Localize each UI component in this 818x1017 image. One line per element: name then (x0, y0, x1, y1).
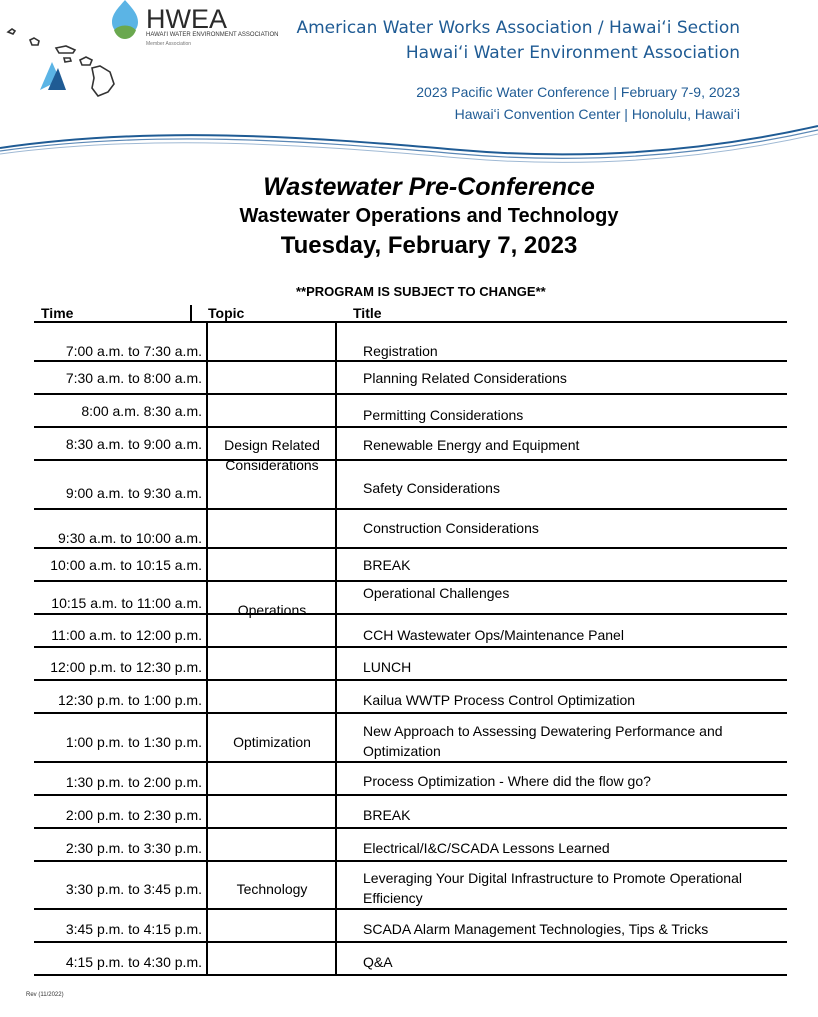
time-cell: 12:30 p.m. to 1:00 p.m. (58, 692, 202, 708)
org-line-2: Hawaiʻi Water Environment Association (405, 43, 740, 63)
title-cell: Q&A (363, 954, 393, 970)
time-cell: 9:30 a.m. to 10:00 a.m. (58, 530, 202, 546)
time-cell: 12:00 p.m. to 12:30 p.m. (50, 659, 202, 675)
time-cell: 7:30 a.m. to 8:00 a.m. (65, 370, 202, 386)
header-rule (34, 321, 787, 323)
logo-area (0, 0, 300, 120)
row-separator (34, 827, 787, 829)
title-cell: Kailua WWTP Process Control Optimization (363, 692, 636, 708)
conference-line-1: 2023 Pacific Water Conference | February 7-9, 2023 (416, 84, 740, 100)
time-cell: 4:15 p.m. to 4:30 p.m. (65, 954, 202, 970)
row-separator (34, 974, 787, 976)
topic-cell-design: Design Related Considerations (224, 437, 320, 473)
hwea-drop-icon (112, 0, 138, 39)
time-cell: 8:30 a.m. to 9:00 a.m. (65, 436, 202, 452)
time-cell: 9:00 a.m. to 9:30 a.m. (65, 485, 202, 501)
row-separator (34, 459, 787, 461)
row-separator (34, 941, 787, 943)
title-cell: New Approach to Assessing Dewatering Performance and Optimization (363, 723, 723, 759)
time-cell: 8:00 a.m. 8:30 a.m. (81, 403, 202, 419)
title-cell: Electrical/I&C/SCADA Lessons Learned (363, 840, 610, 856)
subtitle: Wastewater Operations and Technology (239, 205, 619, 227)
title-cell: Operational Challenges (363, 585, 510, 601)
title-cell: CCH Wastewater Ops/Maintenance Panel (363, 627, 624, 643)
title-cell: Planning Related Considerations (363, 370, 567, 386)
row-separator (34, 426, 787, 428)
title-cell: BREAK (363, 557, 411, 573)
column-header-time: Time (41, 305, 74, 321)
row-separator (34, 712, 787, 714)
time-cell: 10:15 a.m. to 11:00 a.m. (51, 595, 202, 611)
title-cell: Leveraging Your Digital Infrastructure to Promote Operational Efficiency (363, 870, 742, 906)
title-block (0, 172, 818, 262)
title-cell: Renewable Energy and Equipment (363, 437, 580, 453)
row-separator (34, 393, 787, 395)
date-title: Tuesday, February 7, 2023 (280, 232, 578, 259)
row-separator (34, 508, 787, 510)
row-separator (34, 679, 787, 681)
wave-divider-icon (0, 118, 818, 168)
row-separator (34, 794, 787, 796)
hwea-logo-member: Member Association (146, 41, 192, 47)
org-line-1: American Water Works Association / Hawaiʻi Section (296, 18, 740, 38)
row-separator (34, 860, 787, 862)
column-divider-2 (335, 323, 337, 975)
time-cell: 3:45 p.m. to 4:15 p.m. (65, 921, 202, 937)
row-separator (34, 580, 787, 582)
title-cell: Safety Considerations (363, 480, 500, 496)
topic-cell-technology: Technology (236, 881, 308, 897)
row-separator (34, 613, 787, 615)
time-cell: 3:30 p.m. to 3:45 p.m. (65, 881, 202, 897)
title-cell: Registration (363, 343, 438, 359)
time-cell: 7:00 a.m. to 7:30 a.m. (65, 343, 202, 359)
title-cell: SCADA Alarm Management Technologies, Tips & Tricks (363, 921, 709, 937)
row-separator (34, 908, 787, 910)
page-header (0, 0, 818, 170)
header-divider (190, 305, 192, 321)
time-cell: 11:00 a.m. to 12:00 p.m. (51, 627, 202, 643)
title-cell: LUNCH (363, 659, 412, 675)
row-separator (34, 646, 787, 648)
hwea-logo-text: HWEA (146, 4, 227, 34)
revision-note: Rev (11/2022) (26, 992, 64, 998)
awwa-logo-icon (40, 62, 66, 90)
row-separator (34, 761, 787, 763)
program-notice: **PROGRAM IS SUBJECT TO CHANGE** (296, 284, 546, 299)
conference-line-2: Hawaiʻi Convention Center | Honolulu, Hawaiʻi (454, 106, 740, 122)
title-cell: BREAK (363, 807, 411, 823)
hwea-logo-subtitle: HAWAI'I WATER ENVIRONMENT ASSOCIATION (146, 32, 279, 38)
column-header-topic: Topic (208, 305, 245, 321)
main-title: Wastewater Pre-Conference (263, 173, 595, 201)
topic-cell-operations: Operations (237, 602, 307, 618)
column-divider-1 (206, 323, 208, 975)
time-cell: 1:30 p.m. to 2:00 p.m. (65, 774, 202, 790)
time-cell: 10:00 a.m. to 10:15 a.m. (50, 557, 202, 573)
time-cell: 1:00 p.m. to 1:30 p.m. (65, 734, 202, 750)
time-cell: 2:00 p.m. to 2:30 p.m. (65, 807, 202, 823)
column-header-title: Title (353, 305, 382, 321)
title-cell: Permitting Considerations (363, 407, 524, 423)
time-cell: 2:30 p.m. to 3:30 p.m. (65, 840, 202, 856)
title-cell: Construction Considerations (363, 520, 539, 536)
title-cell: Process Optimization - Where did the flow go? (363, 773, 651, 789)
topic-cell-optimization: Optimization (233, 734, 311, 750)
